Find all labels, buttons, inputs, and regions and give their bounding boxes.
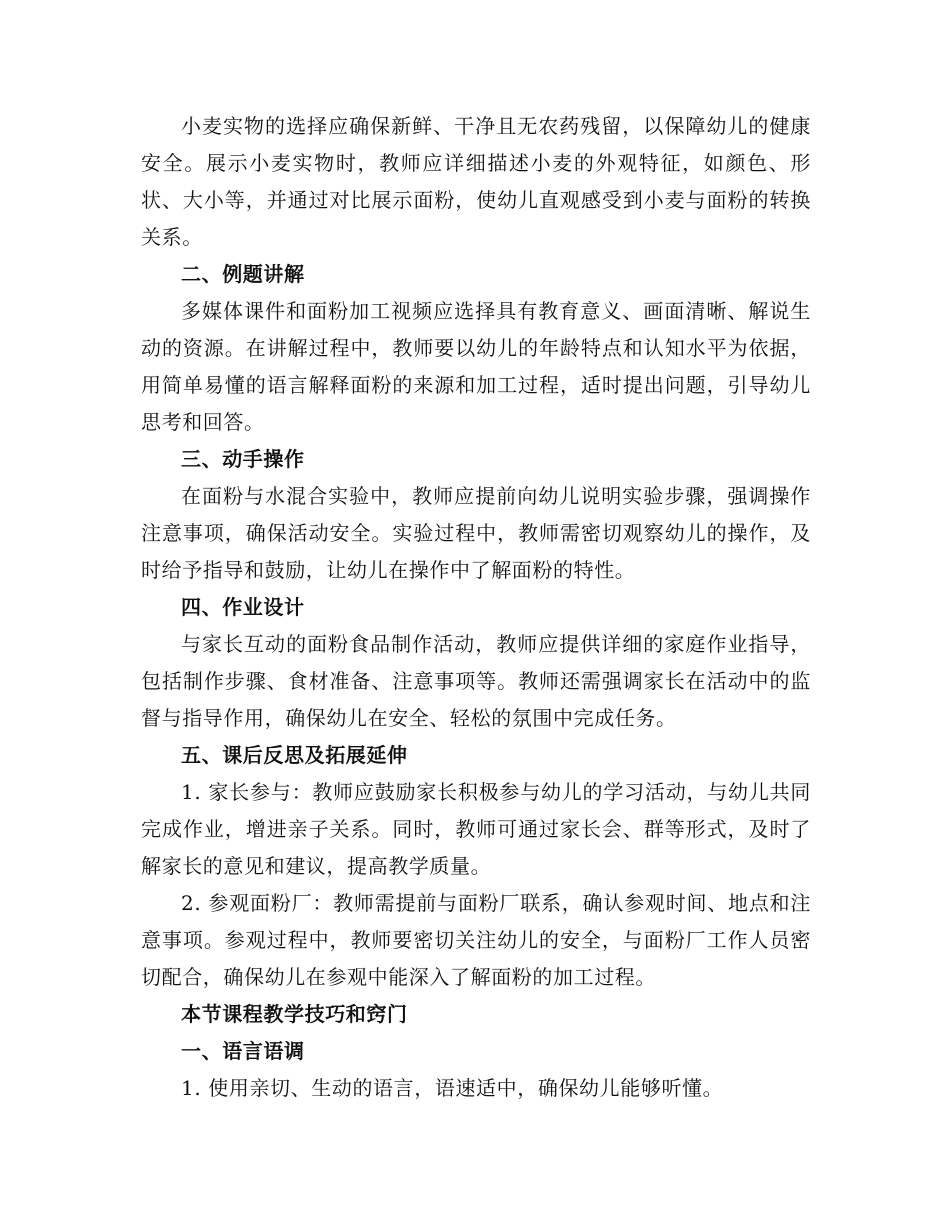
- paragraph-intro: 小麦实物的选择应确保新鲜、干净且无农药残留，以保障幼儿的健康安全。展示小麦实物时，教师应详细描述小麦的外观特征，如颜色、形状、大小等，并通过对比展示面粉，使幼儿直观感受到小麦与面粉的转换关系。: [141, 114, 811, 249]
- heading-homework: 四、作业设计: [181, 595, 305, 619]
- paragraph-reflection-visit: 2. 参观面粉厂：教师需提前与面粉厂联系，确认参观时间、地点和注意事项。参观过程中，教师要密切关注幼儿的安全，与面粉厂工作人员密切配合，确保幼儿在参观中能深入了解面粉的加工过程。: [141, 891, 811, 989]
- paragraph-reflection-parents: 1. 家长参与：教师应鼓励家长积极参与幼儿的学习活动，与幼儿共同完成作业，增进亲子关系。同时，教师可通过家长会、群等形式，及时了解家长的意见和建议，提高教学质量。: [141, 780, 811, 878]
- paragraph-language-1: 1. 使用亲切、生动的语言，语速适中，确保幼儿能够听懂。: [181, 1076, 724, 1100]
- heading-language: 一、语言语调: [181, 1039, 305, 1063]
- heading-examples: 二、例题讲解: [181, 262, 305, 286]
- heading-hands-on: 三、动手操作: [181, 447, 305, 471]
- document-body: [141, 108, 811, 1107]
- paragraph-examples: 多媒体课件和面粉加工视频应选择具有教育意义、画面清晰、解说生动的资源。在讲解过程中，教师要以幼儿的年龄特点和认知水平为依据，用简单易懂的语言解释面粉的来源和加工过程，适时提出问题，引导幼儿思考和回答。: [141, 299, 811, 434]
- paragraph-hands-on: 在面粉与水混合实验中，教师应提前向幼儿说明实验步骤，强调操作注意事项，确保活动安全。实验过程中，教师需密切观察幼儿的操作，及时给予指导和鼓励，让幼儿在操作中了解面粉的特性。: [141, 484, 811, 582]
- paragraph-homework: 与家长互动的面粉食品制作活动，教师应提供详细的家庭作业指导，包括制作步骤、食材准备、注意事项等。教师还需强调家长在活动中的监督与指导作用，确保幼儿在安全、轻松的氛围中完成任务。: [141, 632, 811, 730]
- heading-reflection: 五、课后反思及拓展延伸: [181, 743, 408, 767]
- heading-teaching-tips: 本节课程教学技巧和窍门: [181, 1002, 408, 1026]
